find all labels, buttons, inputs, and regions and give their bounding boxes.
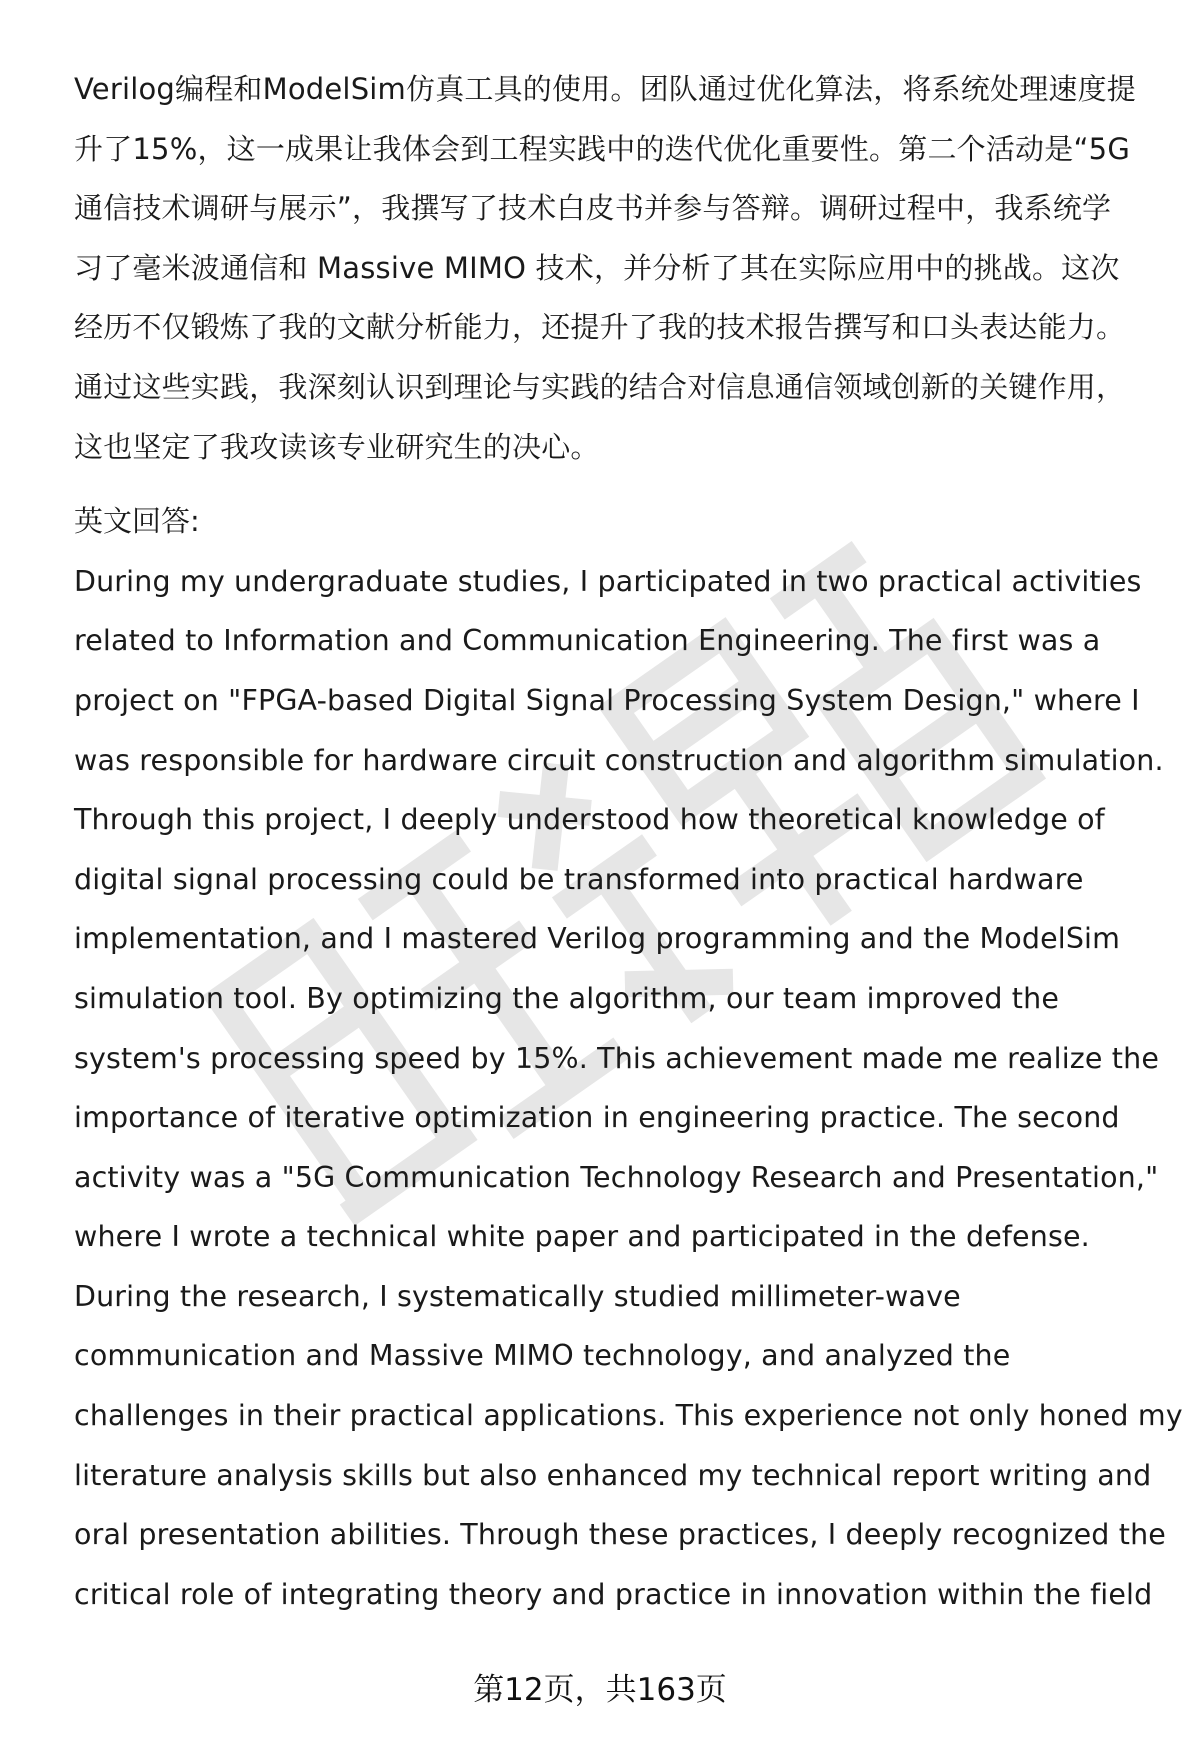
- english-answer-heading: 英文回答:: [74, 504, 200, 539]
- page-number-footer: 第12页，共163页: [473, 1672, 727, 1708]
- chinese-line: 通信技术调研与展示”，我撰写了技术白皮书并参与答辩。调研过程中，我系统学: [74, 191, 1112, 226]
- english-line: was responsible for hardware circuit construction and algorithm simulation.: [74, 743, 1164, 777]
- english-line: digital signal processing could be transformed into practical hardware: [74, 862, 1084, 896]
- chinese-line: Verilog编程和ModelSim仿真工具的使用。团队通过优化算法，将系统处理速度提: [74, 72, 1137, 106]
- chinese-line: 习了毫米波通信和 Massive MIMO 技术，并分析了其在实际应用中的挑战。这次: [74, 250, 1120, 285]
- english-line: communication and Massive MIMO technology, and analyzed the: [74, 1339, 1011, 1373]
- chinese-line: 经历不仅锻炼了我的文献分析能力，还提升了我的技术报告撰写和口头表达能力。: [74, 310, 1126, 345]
- english-line: simulation tool. By optimizing the algorithm, our team improved the: [74, 981, 1060, 1015]
- english-line: Through this project, I deeply understood how theoretical knowledge of: [74, 803, 1105, 837]
- english-line: where I wrote a technical white paper and participated in the defense.: [74, 1220, 1090, 1254]
- english-answer-paragraph: [74, 552, 1183, 1625]
- chinese-line: 升了15%，这一成果让我体会到工程实践中的迭代优化重要性。第二个活动是“5G: [74, 131, 1131, 166]
- chinese-line: 这也坚定了我攻读该专业研究生的决心。: [74, 429, 600, 464]
- english-line: oral presentation abilities. Through these practices, I deeply recognized the: [74, 1518, 1166, 1552]
- page-content: [74, 60, 1183, 1624]
- english-line: implementation, and I mastered Verilog programming and the ModelSim: [74, 922, 1121, 956]
- english-line: related to Information and Communication Engineering. The first was a: [74, 624, 1101, 658]
- chinese-answer-paragraph: [74, 60, 1164, 477]
- english-line: importance of iterative optimization in engineering practice. The second: [74, 1101, 1120, 1135]
- english-line: critical role of integrating theory and practice in innovation within the field: [74, 1577, 1153, 1611]
- english-line: During my undergraduate studies, I participated in two practical activities: [74, 564, 1142, 598]
- english-line: system's processing speed by 15%. This achievement made me realize the: [74, 1041, 1160, 1075]
- english-line: challenges in their practical applications. This experience not only honed my: [74, 1399, 1183, 1433]
- english-line: literature analysis skills but also enhanced my technical report writing and: [74, 1458, 1152, 1492]
- english-line: project on "FPGA-based Digital Signal Processing System Design," where I: [74, 683, 1140, 717]
- english-line: activity was a "5G Communication Technology Research and Presentation,": [74, 1160, 1159, 1194]
- chinese-line: 通过这些实践，我深刻认识到理论与实践的结合对信息通信领域创新的关键作用，: [74, 369, 1126, 404]
- english-line: During the research, I systematically studied millimeter-wave: [74, 1279, 961, 1313]
